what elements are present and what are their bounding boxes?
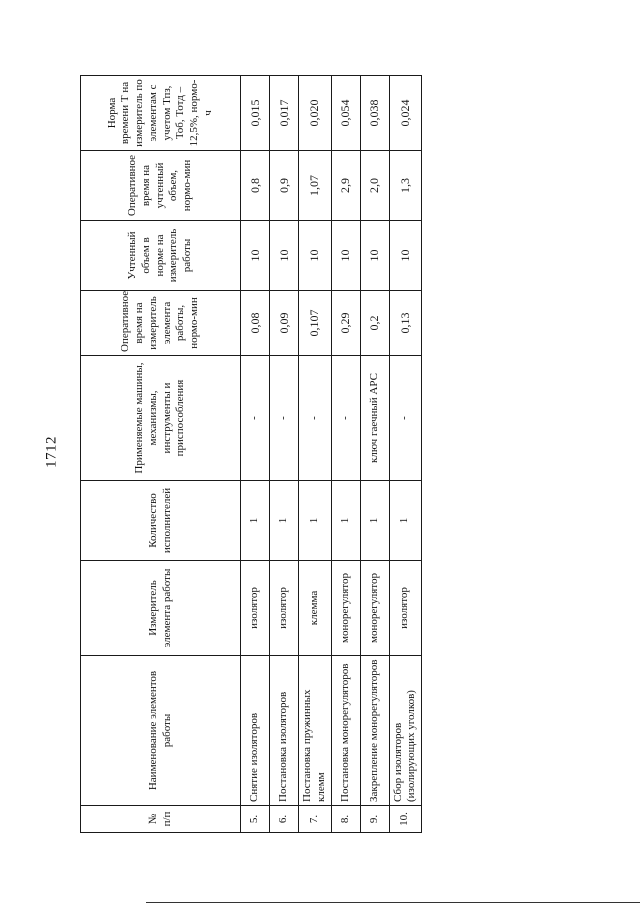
cell-workers-count: 1 bbox=[389, 481, 422, 561]
cell-work-element: Постановка монорегуляторов bbox=[331, 656, 360, 806]
cell-tools: - bbox=[241, 356, 270, 481]
work-elements-table bbox=[80, 75, 422, 833]
table-row bbox=[270, 76, 299, 833]
cell-time-for-volume: 0,9 bbox=[270, 151, 299, 221]
header-accounted-volume: Учтенный объем в норме на измеритель работы bbox=[81, 221, 241, 291]
cell-accounted-volume: 10 bbox=[241, 221, 270, 291]
cell-work-element: Постановка пружинных клемм bbox=[299, 656, 332, 806]
table-row bbox=[331, 76, 360, 833]
cell-accounted-volume: 10 bbox=[389, 221, 422, 291]
cell-workers-count: 1 bbox=[331, 481, 360, 561]
cell-time-norm: 0,020 bbox=[299, 76, 332, 151]
table-row bbox=[389, 76, 422, 833]
header-workers-count: Количество исполнителей bbox=[81, 481, 241, 561]
header-time-for-volume: Оперативное время на учтенный объем, нормо-мин bbox=[81, 151, 241, 221]
cell-operative-time: 0,2 bbox=[360, 291, 389, 356]
cell-unit: монорегулятор bbox=[331, 561, 360, 656]
cell-time-norm: 0,017 bbox=[270, 76, 299, 151]
scan-edge-line bbox=[146, 902, 640, 903]
cell-time-for-volume: 1,3 bbox=[389, 151, 422, 221]
cell-number: 7. bbox=[299, 806, 332, 833]
cell-time-for-volume: 2,0 bbox=[360, 151, 389, 221]
cell-tools: - bbox=[299, 356, 332, 481]
table-row bbox=[299, 76, 332, 833]
cell-tools: - bbox=[331, 356, 360, 481]
cell-unit: изолятор bbox=[270, 561, 299, 656]
cell-unit: изолятор bbox=[389, 561, 422, 656]
cell-tools: - bbox=[270, 356, 299, 481]
cell-tools: ключ гаечный АРС bbox=[360, 356, 389, 481]
cell-time-for-volume: 0,8 bbox=[241, 151, 270, 221]
cell-tools: - bbox=[389, 356, 422, 481]
header-operative-time: Оперативное время на измеритель элемента работы, нормо-мин bbox=[81, 291, 241, 356]
cell-workers-count: 1 bbox=[360, 481, 389, 561]
cell-time-norm: 0,015 bbox=[241, 76, 270, 151]
cell-accounted-volume: 10 bbox=[299, 221, 332, 291]
cell-operative-time: 0,09 bbox=[270, 291, 299, 356]
cell-time-norm: 0,024 bbox=[389, 76, 422, 151]
cell-operative-time: 0,107 bbox=[299, 291, 332, 356]
header-work-element: Наименование элементов работы bbox=[81, 656, 241, 806]
header-tools: Применяемые машины, механизмы, инструменты и приспособления bbox=[81, 356, 241, 481]
cell-number: 6. bbox=[270, 806, 299, 833]
cell-unit: клемма bbox=[299, 561, 332, 656]
cell-number: 9. bbox=[360, 806, 389, 833]
cell-time-for-volume: 1,07 bbox=[299, 151, 332, 221]
cell-accounted-volume: 10 bbox=[270, 221, 299, 291]
cell-workers-count: 1 bbox=[270, 481, 299, 561]
cell-number: 10. bbox=[389, 806, 422, 833]
cell-work-element: Снятие изоляторов bbox=[241, 656, 270, 806]
cell-time-norm: 0,038 bbox=[360, 76, 389, 151]
header-number: № п/п bbox=[81, 806, 241, 833]
cell-work-element: Сбор изоляторов (изолирующих уголков) bbox=[389, 656, 422, 806]
table-row bbox=[241, 76, 270, 833]
cell-operative-time: 0,29 bbox=[331, 291, 360, 356]
cell-workers-count: 1 bbox=[241, 481, 270, 561]
cell-accounted-volume: 10 bbox=[360, 221, 389, 291]
cell-workers-count: 1 bbox=[299, 481, 332, 561]
cell-work-element: Закрепление монорегуляторов bbox=[360, 656, 389, 806]
cell-work-element: Постановка изоляторов bbox=[270, 656, 299, 806]
cell-accounted-volume: 10 bbox=[331, 221, 360, 291]
cell-unit: изолятор bbox=[241, 561, 270, 656]
cell-number: 8. bbox=[331, 806, 360, 833]
table-container bbox=[80, 76, 418, 833]
page-number: 1712 bbox=[43, 436, 60, 468]
header-unit: Измеритель элемента работы bbox=[81, 561, 241, 656]
cell-time-norm: 0,054 bbox=[331, 76, 360, 151]
table-row bbox=[360, 76, 389, 833]
cell-operative-time: 0,08 bbox=[241, 291, 270, 356]
cell-time-for-volume: 2,9 bbox=[331, 151, 360, 221]
cell-operative-time: 0,13 bbox=[389, 291, 422, 356]
cell-unit: монорегулятор bbox=[360, 561, 389, 656]
cell-number: 5. bbox=[241, 806, 270, 833]
header-time-norm: Норма времени Т на измеритель по элементам с учетом Тпз, Тоб, Тотд – 12,5%, нормо-ч bbox=[81, 76, 241, 151]
